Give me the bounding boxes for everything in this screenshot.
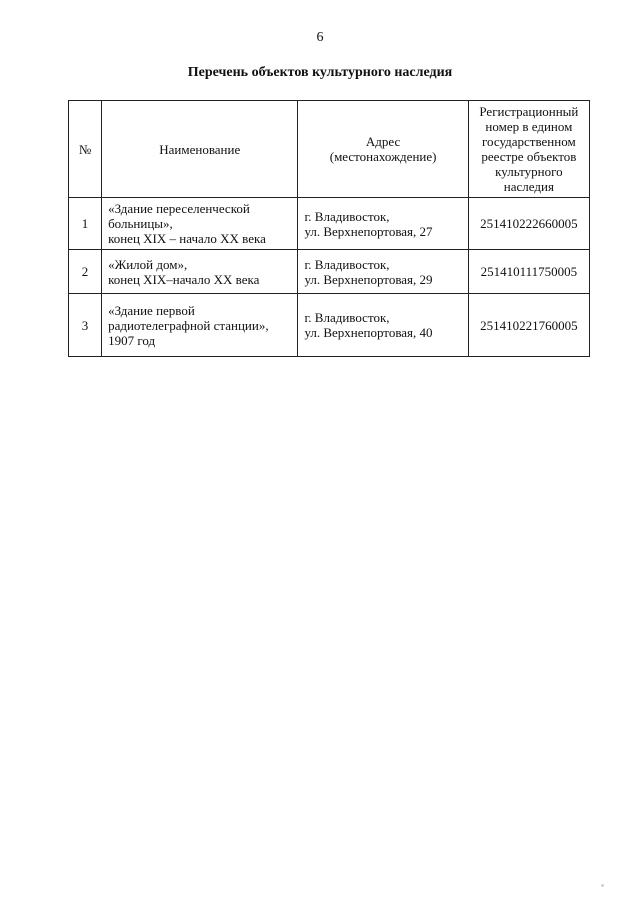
object-address-line: г. Владивосток, (304, 256, 390, 272)
table-row (69, 198, 590, 250)
table-row (69, 250, 590, 294)
object-name-line: «Жилой дом», (108, 256, 188, 272)
object-address-line: ул. Верхнепортовая, 29 (304, 271, 433, 287)
scan-dot-mark (601, 884, 604, 887)
object-name-line: конец XIX – начало XX века (108, 231, 266, 246)
object-address-line: г. Владивосток, (304, 208, 390, 224)
object-name-line: радиотелеграфной станции», (108, 317, 269, 333)
object-address-line: г. Владивосток, (304, 310, 390, 325)
header-number: № (69, 101, 102, 198)
row-number: 3 (69, 294, 102, 357)
header-address-line: (местонахождение) (329, 149, 437, 164)
header-registration-line: реестре объектов (481, 149, 577, 164)
object-address-line: ул. Верхнепортовая, 27 (304, 223, 433, 239)
object-name (102, 250, 298, 294)
object-name (102, 198, 298, 250)
header-registration-line: наследия (503, 179, 554, 194)
page-number: 6 (316, 30, 324, 45)
registration-number: 251410221760005 (468, 294, 589, 357)
header-address-line: Адрес (365, 134, 401, 149)
header-registration-line: номер в едином (485, 119, 573, 134)
registration-number: 251410222660005 (468, 198, 589, 250)
table-header-row (69, 101, 590, 198)
object-name (102, 294, 298, 357)
object-address (298, 250, 468, 294)
header-registration-line: культурного (495, 164, 563, 179)
table-row (69, 294, 590, 357)
object-address (298, 294, 468, 357)
heritage-objects-table (68, 100, 590, 357)
header-address (298, 101, 468, 198)
object-name-line: конец XIX–начало XX века (108, 271, 260, 287)
object-name-line: «Здание первой (108, 302, 195, 318)
header-registration (468, 101, 589, 198)
object-name-line: «Здание переселенческой (108, 201, 250, 216)
header-registration-line: Регистрационный (479, 104, 579, 119)
document-title: Перечень объектов культурного наследия (187, 65, 453, 80)
row-number: 2 (69, 250, 102, 294)
header-name: Наименование (102, 101, 298, 198)
object-name-line: 1907 год (108, 332, 156, 348)
object-address-line: ул. Верхнепортовая, 40 (304, 325, 433, 340)
header-registration-line: государственном (482, 134, 576, 149)
object-address (298, 198, 468, 250)
registration-number: 251410111750005 (468, 250, 589, 294)
object-name-line: больницы», (108, 216, 173, 231)
row-number: 1 (69, 198, 102, 250)
